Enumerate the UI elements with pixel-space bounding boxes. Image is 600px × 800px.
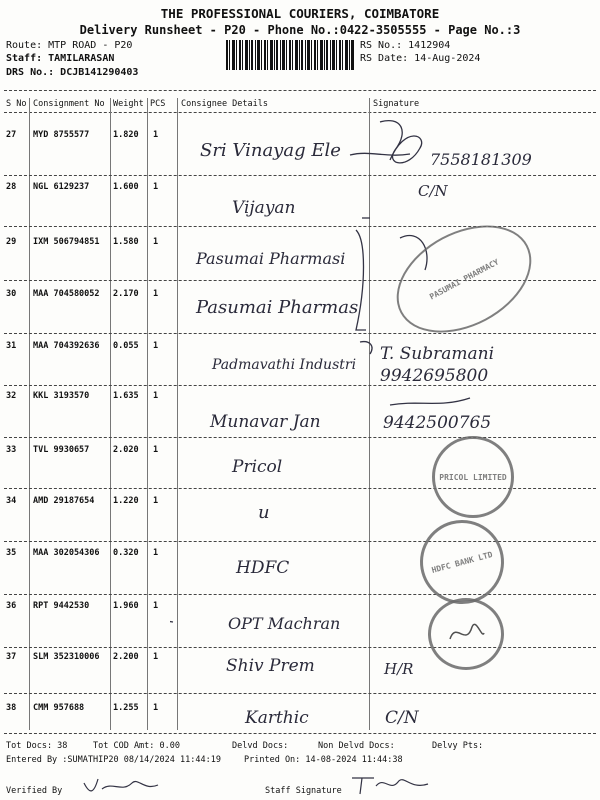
row-divider [4, 733, 596, 734]
consignee-handwriting: HDFC [236, 558, 290, 578]
signature-handwriting: T. Subramani 9942695800 [380, 344, 495, 386]
row-consignment: NGL 6129237 [33, 182, 90, 192]
pharmacy-stamp: PASUMAI PHARMACY [378, 204, 549, 355]
non-delivered-docs: Non Delvd Docs: [318, 741, 395, 751]
row-weight: 1.820 [113, 130, 139, 140]
signature-handwriting: C/N [418, 182, 448, 200]
row-sno: 32 [6, 391, 17, 401]
row-sno: 31 [6, 341, 17, 351]
col-signature: Signature [373, 99, 420, 109]
row-consignment: KKL 3193570 [33, 391, 90, 401]
row-weight: 0.055 [113, 341, 139, 351]
consignee-handwriting: Pricol [232, 457, 283, 477]
tot-cod-amount: Tot COD Amt: 0.00 [93, 741, 180, 751]
row-pcs: 1 [153, 703, 159, 713]
row-sno: 29 [6, 237, 17, 247]
consignee-handwriting: Munavar Jan [210, 412, 321, 432]
row-consignment: MAA 704580052 [33, 289, 100, 299]
row-weight: 1.635 [113, 391, 139, 401]
row-consignment: RPT 9442530 [33, 601, 90, 611]
col-sno: S No [6, 99, 27, 109]
signature-handwriting: C/N [385, 708, 419, 728]
route-label: Route: MTP ROAD - P20 [6, 40, 133, 51]
row-pcs: 1 [153, 341, 159, 351]
verified-by-label: Verified By [6, 786, 63, 796]
rs-date-label: RS Date: 14-Aug-2024 [360, 53, 481, 64]
consignee-handwriting: Pasumai Pharmas [196, 297, 359, 318]
row-consignment: IXM 506794851 [33, 237, 100, 247]
row-sno: 36 [6, 601, 17, 611]
seal-scribble [446, 619, 486, 649]
row-sno: 30 [6, 289, 17, 299]
row-weight: 2.020 [113, 445, 139, 455]
row-pcs: 1 [153, 601, 159, 611]
row-pcs: 1 [153, 391, 159, 401]
row-pcs: 1 [153, 652, 159, 662]
row-pcs: 1 [153, 237, 159, 247]
row-pcs: 1 [153, 548, 159, 558]
row-pcs: 1 [153, 496, 159, 506]
row-sno: 34 [6, 496, 17, 506]
row-weight: 1.220 [113, 496, 139, 506]
consignee-handwriting: u [258, 502, 270, 523]
row-weight: 0.320 [113, 548, 139, 558]
row-weight: 1.600 [113, 182, 139, 192]
consignee-handwriting: Karthic [245, 708, 309, 728]
col-pcs: PCS [150, 99, 166, 109]
round-seal-stamp [428, 598, 504, 670]
entered-by: Entered By :SUMATHIP20 08/14/2024 11:44:19 [6, 755, 221, 765]
company-title: THE PROFESSIONAL COURIERS, COIMBATORE [160, 6, 440, 21]
col-consignee: Consignee Details [181, 99, 268, 109]
row-sno: 28 [6, 182, 17, 192]
delivered-docs: Delvd Docs: [232, 741, 289, 751]
col-divider [147, 98, 148, 730]
hdfc-stamp: HDFC BANK LTD [411, 511, 514, 614]
consignee-handwriting: Shiv Prem [226, 656, 315, 676]
col-divider [29, 98, 30, 730]
signature-handwriting: 7558181309 [430, 150, 532, 169]
row-consignment: MAA 302054306 [33, 548, 100, 558]
drs-label: DRS No.: DCJB141290403 [6, 67, 139, 78]
runsheet-subtitle: Delivery Runsheet - P20 - Phone No.:0422-3505555 - Page No.:3 [79, 23, 521, 37]
signature-handwriting: H/R [384, 660, 414, 678]
consignee-handwriting: OPT Machran [228, 614, 341, 633]
row-sno: 33 [6, 445, 17, 455]
row-consignment: CMM 957688 [33, 703, 85, 713]
row-consignment: TVL 9930657 [33, 445, 90, 455]
signature-handwriting: 9442500765 [383, 413, 492, 433]
row-sno: 38 [6, 703, 17, 713]
row-consignment: AMD 29187654 [33, 496, 95, 506]
printed-on: Printed On: 14-08-2024 11:44:38 [244, 755, 403, 765]
row-consignment: MYD 8755577 [33, 130, 90, 140]
row-pcs: 1 [153, 445, 159, 455]
row-weight: 1.255 [113, 703, 139, 713]
row-weight: 2.200 [113, 652, 139, 662]
rs-no-label: RS No.: 1412904 [360, 40, 451, 51]
row-consignment: SLM 352310006 [33, 652, 100, 662]
col-consignment: Consignment No [33, 99, 105, 109]
staff-signature [350, 772, 430, 796]
pricol-stamp: PRICOL LIMITED [432, 436, 514, 518]
col-weight: Weight [113, 99, 144, 109]
row-sno: 27 [6, 130, 17, 140]
row-pcs: 1 [153, 289, 159, 299]
col-divider [110, 98, 111, 730]
consignee-handwriting: Sri Vinayag Ele [200, 140, 341, 161]
header-divider [4, 90, 596, 91]
staff-signature-label: Staff Signature [265, 786, 342, 796]
consignee-handwriting: Padmavathi Industri [212, 357, 357, 373]
row-sno: 37 [6, 652, 17, 662]
tot-docs: Tot Docs: 38 [6, 741, 68, 751]
row-pcs: 1 [153, 182, 159, 192]
row-weight: 1.960 [113, 601, 139, 611]
delivery-points: Delvy Pts: [432, 741, 484, 751]
consignee-handwriting: Pasumai Pharmasi [196, 249, 346, 268]
row-consignment: MAA 704392636 [33, 341, 100, 351]
staff-label: Staff: TAMILARASAN [6, 53, 115, 64]
verifier-signature [82, 775, 162, 797]
row-weight: 2.170 [113, 289, 139, 299]
handwriting-scribbles [170, 110, 600, 730]
row-sno: 35 [6, 548, 17, 558]
row-weight: 1.580 [113, 237, 139, 247]
barcode [226, 40, 354, 70]
row-pcs: 1 [153, 130, 159, 140]
consignee-handwriting: Vijayan [232, 198, 296, 218]
